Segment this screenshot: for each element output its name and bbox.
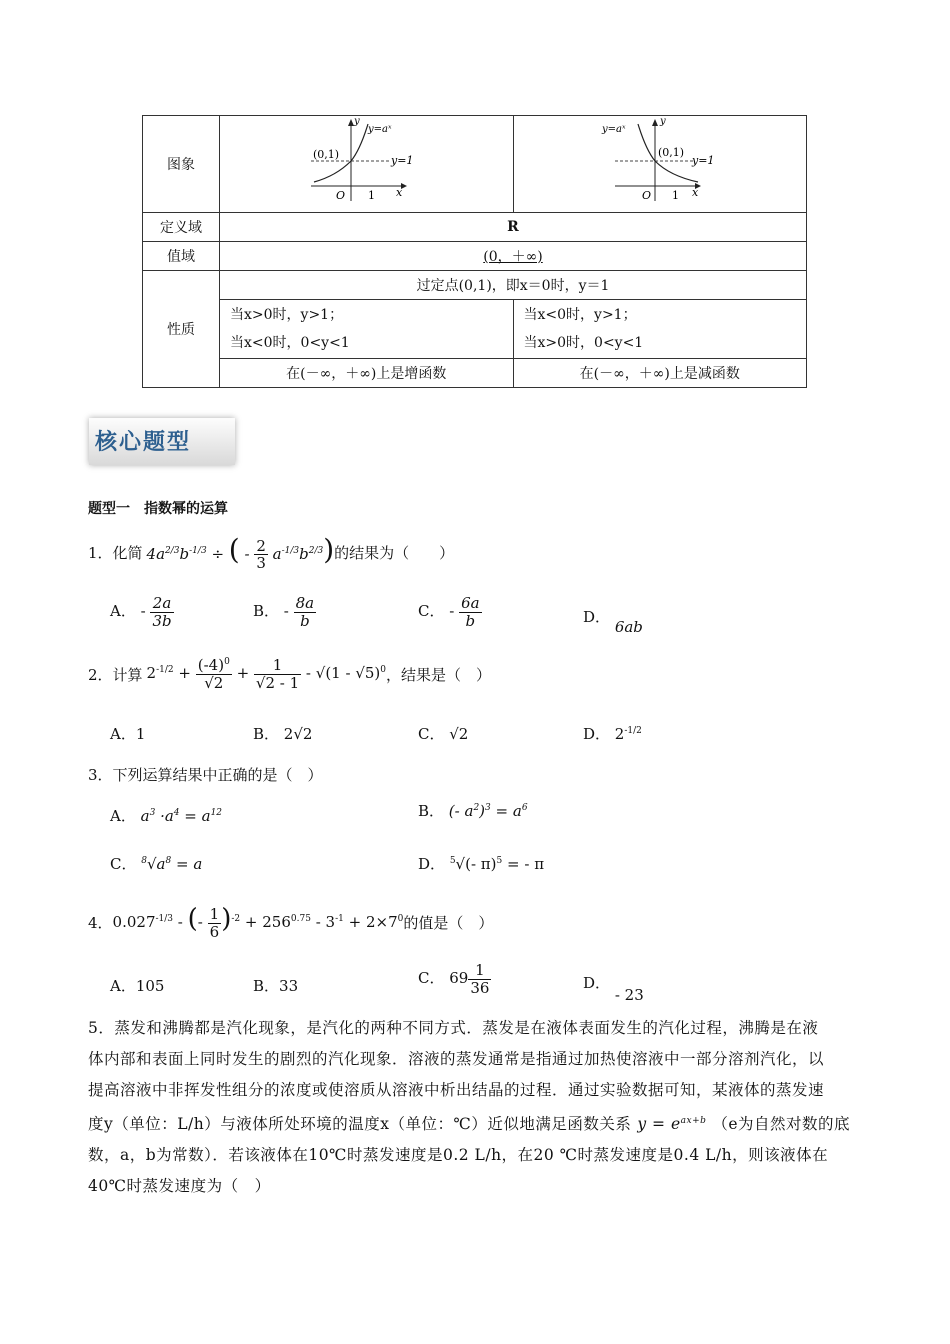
question-3: 3．下列运算结果中正确的是（ ） [88, 766, 323, 784]
q3-option-a[interactable]: A． $a^3 \cdot a^4 = a^{12}$ [110, 807, 223, 825]
q2-option-d[interactable]: D． $2^{-1/2}$ [583, 725, 642, 743]
graph-label: 图象 [143, 116, 220, 213]
left-prop-1: 当x>0时，y>1； [230, 307, 344, 323]
domain-value: R [220, 213, 807, 242]
x-axis-label: x [691, 186, 698, 199]
q2-suffix: ，结果是（ ） [386, 665, 492, 684]
left-prop-2: 当x<0时，0<y<1 [230, 335, 350, 351]
range-label: 值域 [143, 242, 220, 271]
q1-expression: $4a^{2/3}b^{-1/3}$ ÷ ( - $\frac{2}{3}$ $a^{-1/3}b^{2/3}$) [146, 532, 335, 572]
q3-option-c[interactable]: C． $^8√a^8 = a$ [110, 855, 203, 873]
right-prop-2: 当x>0时，0<y<1 [523, 335, 644, 351]
decreasing-monotonic: 在(－∞，＋∞)上是减函数 [513, 359, 807, 388]
q1-prefix: 1．化简 [88, 543, 143, 562]
q1-option-c[interactable]: C． - $\frac{6a}{b}$ [418, 594, 480, 630]
q4-option-b[interactable]: B．33 [253, 977, 299, 995]
q1-suffix: 的结果为（ ） [334, 543, 455, 562]
q1-option-a[interactable]: A． - $\frac{2a}{3b}$ [110, 594, 172, 630]
q5-line-4: 度y（单位：L/h）与液体所处环境的温度x（单位：℃）近似地满足函数关系 $y = e^{ax+b}$ （e为自然对数的底 [88, 1115, 851, 1134]
right-prop-1: 当x<0时，y>1； [523, 307, 637, 323]
core-question-banner [89, 418, 235, 465]
tick-one-label: 1 [671, 189, 679, 202]
x-axis-label: x [396, 186, 403, 199]
increasing-graph-cell [220, 116, 514, 213]
question-2 [88, 650, 491, 698]
q1-option-d[interactable]: D． 6ab [583, 608, 643, 636]
curve-label: y=aˣ [601, 124, 626, 135]
q5-line-6: 40℃时蒸发速度为（ ） [88, 1177, 271, 1196]
fixed-point-text: 过定点(0,1)，即x＝0时，y＝1 [220, 271, 807, 300]
q2-option-a[interactable]: A．1 [110, 725, 146, 743]
point-label: (0,1) [657, 146, 684, 159]
tick-one-label: 1 [368, 189, 376, 202]
q3-option-d[interactable]: D． $^5$√(- π)$^5$ = - π [418, 855, 545, 873]
question-4 [88, 898, 493, 946]
q4-option-d[interactable]: D． - 23 [583, 974, 644, 1004]
question-1 [88, 530, 454, 574]
q5-line-1: 5．蒸发和沸腾都是汽化现象，是汽化的两种不同方式．蒸发是在液体表面发生的汽化过程，沸腾是在液 [88, 1019, 819, 1037]
q5-line-2: 体内部和表面上同时发生的剧烈的汽化现象．溶液的蒸发通常是指通过加热使溶液中一部分溶剂汽化，以 [88, 1050, 825, 1068]
q2-prefix: 2．计算 [88, 665, 143, 684]
question-5 [88, 1013, 858, 1202]
origin-label: O [641, 189, 651, 202]
increasing-monotonic: 在(－∞，＋∞)上是增函数 [220, 359, 514, 388]
q5-line-3: 提高溶液中非挥发性组分的浓度或使溶质从溶液中析出结晶的过程．通过实验数据可知，某液体的蒸发速 [88, 1081, 825, 1099]
origin-label: O [336, 189, 346, 202]
curve-label: y=aˣ [368, 124, 392, 135]
q4-suffix: 的值是（ ） [403, 913, 494, 932]
q2-option-b[interactable]: B． 2√2 [253, 725, 313, 743]
q1-option-b[interactable]: B． - $\frac{8a}{b}$ [253, 594, 315, 630]
q5-line-5: 数，a，b为常数）．若该液体在10℃时蒸发速度是0.2 L/h，在20 ℃时蒸发速度是0.4 L/h，则该液体在 [88, 1146, 829, 1165]
q4-prefix: 4． [88, 913, 113, 932]
decreasing-graph-cell [513, 116, 807, 213]
q2-option-c[interactable]: C． √2 [418, 725, 469, 743]
domain-label: 定义域 [143, 213, 220, 242]
range-value: (0，＋∞) [220, 242, 807, 271]
y-axis-label: y [354, 116, 360, 127]
decreasing-graph [600, 116, 720, 208]
q3-option-b[interactable]: B． (- $a^2)^3 = a^6$ [418, 802, 528, 820]
q4-option-a[interactable]: A．105 [110, 977, 165, 995]
banner-text: 核心题型 [95, 430, 192, 455]
q2-expression: $2^{-1/2}$ + $\frac{(-4)^0}{√2}$ + $\frac{1}{√2 - 1}$ - √(1 - √5)$^0$ [146, 656, 387, 692]
increasing-graph [306, 116, 426, 208]
y-axis-label: y [659, 116, 666, 127]
section-title: 题型一 指数幂的运算 [88, 501, 228, 517]
increasing-properties [220, 300, 514, 359]
exponential-properties-table [142, 115, 807, 388]
asymptote-label: y=1 [391, 154, 414, 167]
q4-option-c[interactable]: C． 69 $\frac{1}{36}$ [418, 961, 490, 997]
q4-expression: $0.027^{-1/3}$ - (- $\frac{1}{6}$ )$^{-2} + 256^{0.75} - 3^{-1} + 2\times 7^0$ [112, 904, 404, 941]
property-label: 性质 [143, 271, 220, 388]
decreasing-properties [513, 300, 807, 359]
asymptote-label: y=1 [691, 154, 715, 167]
point-label: (0,1) [313, 148, 340, 161]
